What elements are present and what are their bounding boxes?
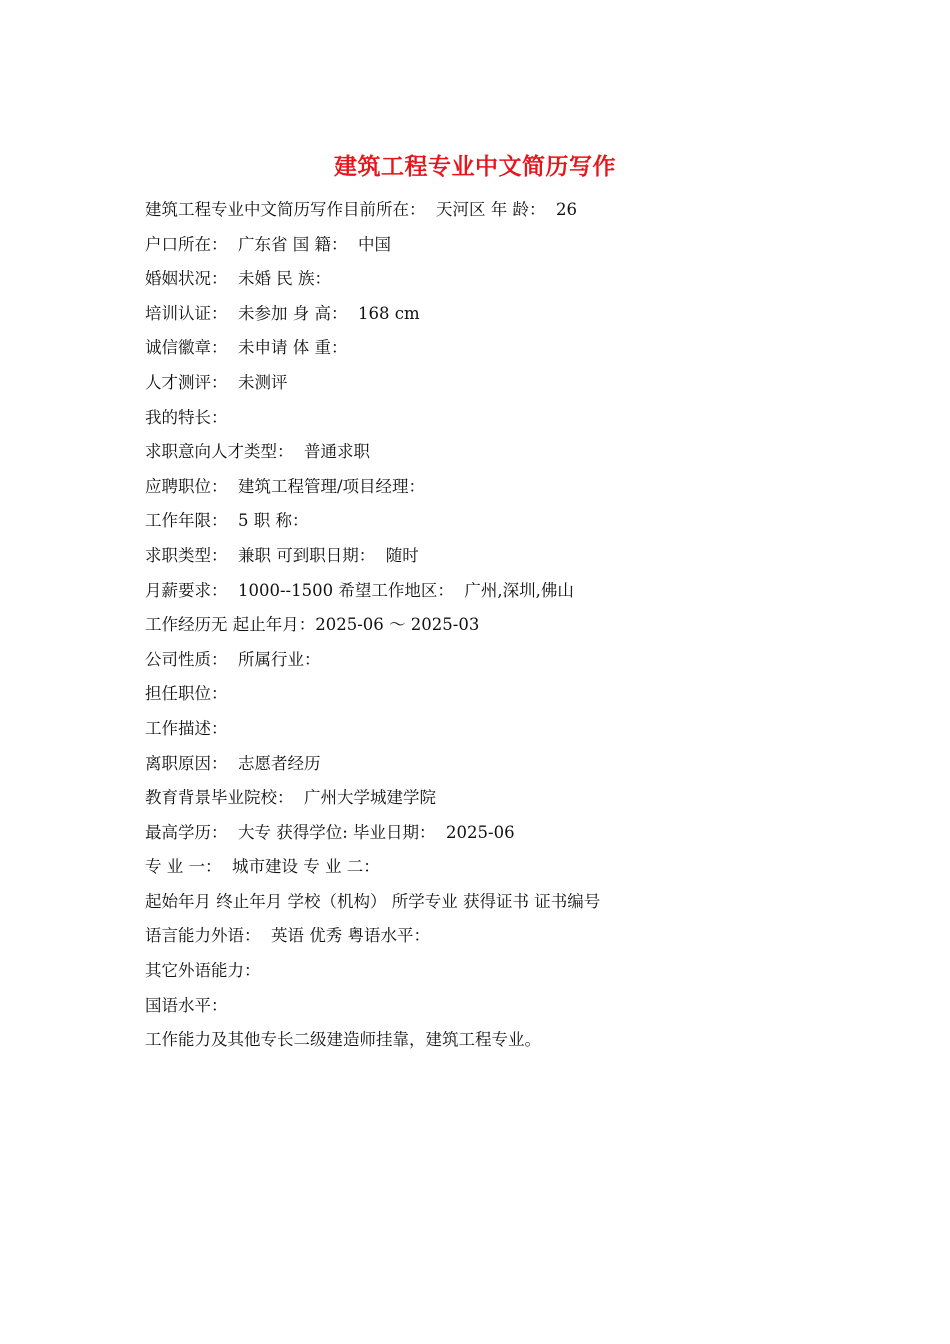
resume-line: 工作描述： (145, 718, 228, 738)
resume-line: 工作能力及其他专长二级建造师挂靠，建筑工程专业。 (145, 1030, 541, 1050)
resume-line: 最高学历： 大专 获得学位: 毕业日期： 2025-06 (145, 822, 515, 842)
resume-line: 其它外语能力： (145, 961, 261, 981)
resume-line: 人才测评： 未测评 (145, 372, 288, 392)
resume-line: 诚信徽章： 未申请 体 重： (145, 338, 348, 358)
resume-line: 教育背景毕业院校： 广州大学城建学院 (145, 788, 436, 808)
resume-line: 我的特长： (145, 407, 228, 427)
resume-line: 婚姻状况： 未婚 民 族： (145, 269, 331, 289)
resume-line: 建筑工程专业中文简历写作目前所在： 天河区 年 龄： 26 (145, 200, 577, 219)
resume-line: 求职意向人才类型： 普通求职 (145, 442, 370, 462)
resume-line: 公司性质： 所属行业： (145, 649, 321, 669)
document-title: 建筑工程专业中文简历写作 (334, 153, 616, 180)
document-body (145, 193, 845, 1058)
resume-line: 工作年限： 5 职 称： (145, 511, 309, 531)
resume-line: 国语水平： (145, 995, 228, 1015)
resume-line: 户口所在： 广东省 国 籍： 中国 (145, 234, 391, 254)
resume-line: 专 业 一： 城市建设 专 业 二： (145, 857, 380, 877)
resume-line: 应聘职位： 建筑工程管理/项目经理： (145, 476, 426, 496)
resume-line: 求职类型： 兼职 可到职日期： 随时 (145, 545, 419, 565)
resume-line: 语言能力外语： 英语 优秀 粤语水平： (145, 926, 430, 946)
resume-line: 离职原因： 志愿者经历 (145, 753, 321, 773)
resume-line: 担任职位： (145, 684, 228, 704)
resume-line: 工作经历无 起止年月：2025-06 ～ 2025-03 (145, 615, 480, 635)
resume-line: 培训认证： 未参加 身 高： 168 cm (145, 303, 420, 323)
resume-line: 起始年月 终止年月 学校（机构） 所学专业 获得证书 证书编号 (145, 891, 601, 911)
resume-line: 月薪要求： 1000--1500 希望工作地区： 广州,深圳,佛山 (145, 580, 574, 600)
